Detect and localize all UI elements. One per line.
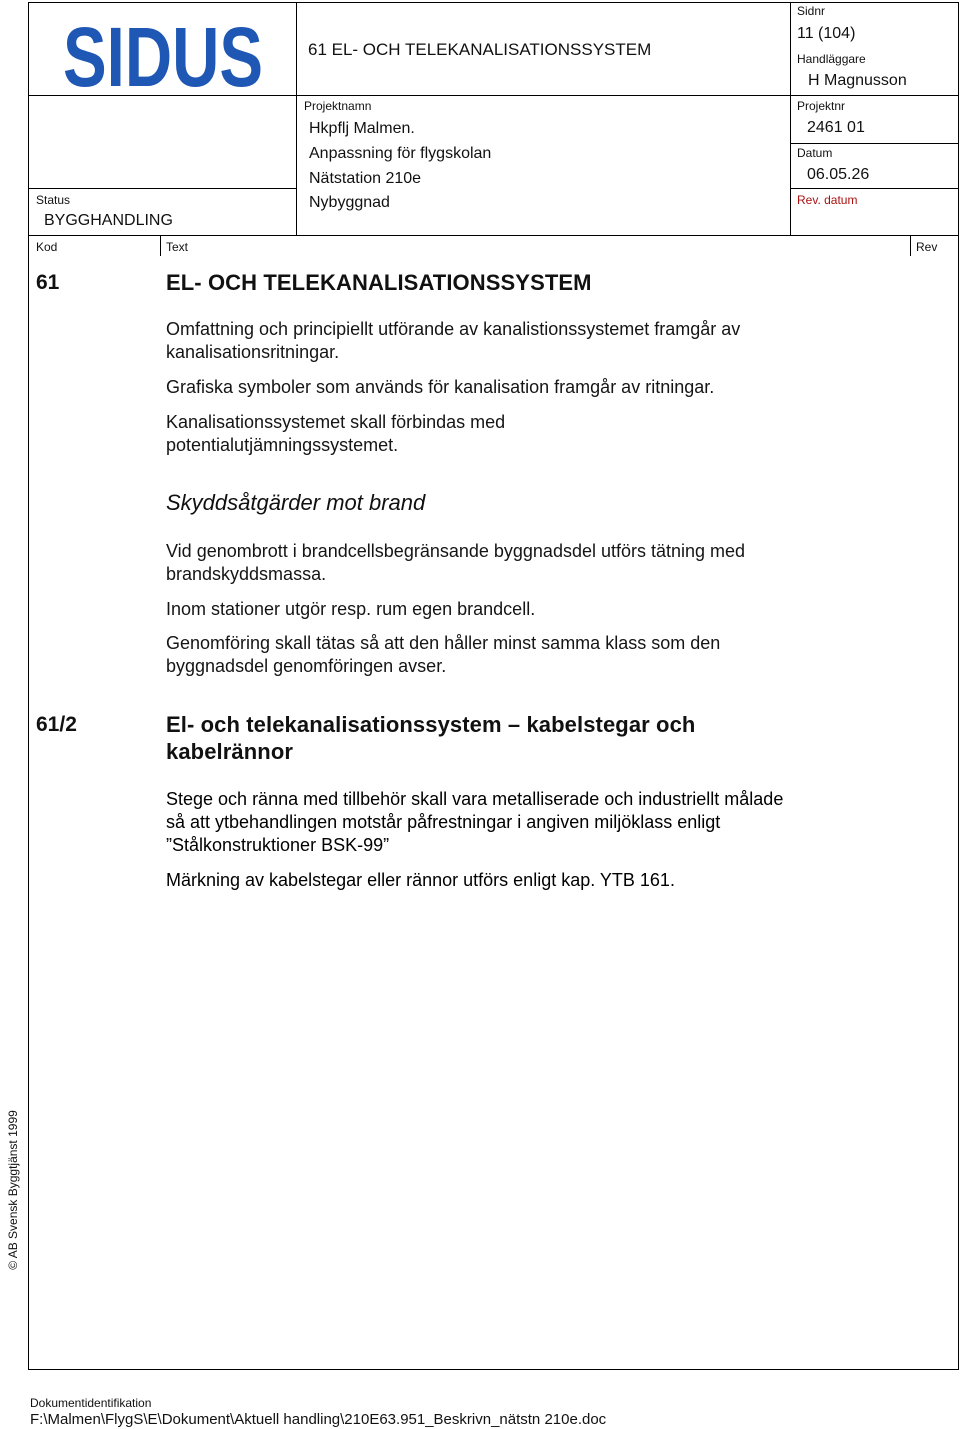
section-title-line-2: kabelrännor [166, 739, 294, 764]
text-rev-tick [910, 236, 911, 256]
handlaggare-label: Handläggare [797, 52, 866, 66]
column-text: Text [166, 240, 189, 254]
status-label: Status [36, 193, 71, 207]
paragraph: Genomföring skall tätas så att den håller minst samma klass som den byggnadsdel genomföringen avser. [166, 633, 721, 676]
copyright-text: © AB Svensk Byggtjänst 1999 [6, 1110, 20, 1270]
status-value: BYGGHANDLING [44, 212, 173, 229]
paragraph: Omfattning och principiellt utförande av kanalistionssystemet framgår av kanalisationsritningar. [166, 319, 741, 362]
projektnr-value: 2461 01 [807, 119, 865, 136]
sidnr-label: Sidnr [797, 4, 826, 18]
projektnamn-label: Projektnamn [304, 99, 372, 113]
paragraph: Grafiska symboler som används för kanalisation framgår av ritningar. [166, 377, 715, 397]
kod-text-tick [160, 236, 161, 256]
projektnr-divider [790, 143, 959, 144]
header-bottom-line [28, 235, 959, 236]
projektnr-label: Projektnr [797, 99, 846, 113]
logo-text: SIDUS [63, 10, 263, 104]
status-divider [28, 188, 296, 189]
projektnamn-line-3: Nätstation 210e [309, 170, 422, 187]
paragraph: Inom stationer utgör resp. rum egen brandcell. [166, 599, 536, 619]
projektnamn-line-2: Anpassning för flygskolan [309, 145, 492, 162]
datum-value: 06.05.26 [807, 166, 870, 183]
section-code: 61 [36, 271, 60, 294]
datum-divider [790, 188, 959, 189]
chapter-title: 61 EL- OCH TELEKANALISATIONSSYSTEM [308, 40, 652, 59]
copyright-note [0, 1110, 26, 1270]
revdatum-label: Rev. datum [797, 193, 858, 207]
column-rev: Rev [916, 240, 938, 254]
handlaggare-value: H Magnusson [808, 72, 907, 89]
section-code: 61/2 [36, 713, 77, 736]
title-divider [296, 95, 790, 96]
projektnamn-line-4: Nybyggnad [309, 194, 390, 211]
handlaggare-divider [790, 95, 959, 96]
paragraph: Vid genombrott i brandcellsbegränsande byggnadsdel utförs tätning med brandskyddsmassa. [166, 541, 746, 584]
sidus-logo [62, 10, 264, 104]
paragraph: Märkning av kabelstegar eller rännor utförs enligt kap. YTB 161. [166, 870, 675, 890]
section-title: EL- OCH TELEKANALISATIONSSYSTEM [166, 270, 592, 295]
subheading: Skyddsåtgärder mot brand [166, 490, 426, 515]
header-divider-left [296, 2, 297, 235]
paragraph: Kanalisationssystemet skall förbindas med potentialutjämningssystemet. [166, 412, 506, 455]
projektnamn-line-1: Hkpflj Malmen. [309, 120, 415, 137]
datum-label: Datum [797, 146, 833, 160]
paragraph: Stege och ränna med tillbehör skall vara metalliserade och industriellt målade så att ytbehandlingen motstår påfrestningar i angiven miljöklass enligt ”Stålkonstruktioner BSK-99” [166, 789, 784, 855]
sidnr-value: 11 (104) [797, 25, 856, 42]
page-frame [28, 2, 959, 1370]
section-title-line-1: El- och telekanalisationssystem – kabelstegar och [166, 712, 696, 737]
header-divider-right [790, 2, 791, 235]
doc-path: F:\Malmen\FlygS\E\Dokument\Aktuell handling\210E63.951_Beskrivn_nätstn 210e.doc [30, 1411, 607, 1428]
column-kod: Kod [36, 240, 58, 254]
doc-id-label: Dokumentidentifikation [30, 1396, 152, 1410]
